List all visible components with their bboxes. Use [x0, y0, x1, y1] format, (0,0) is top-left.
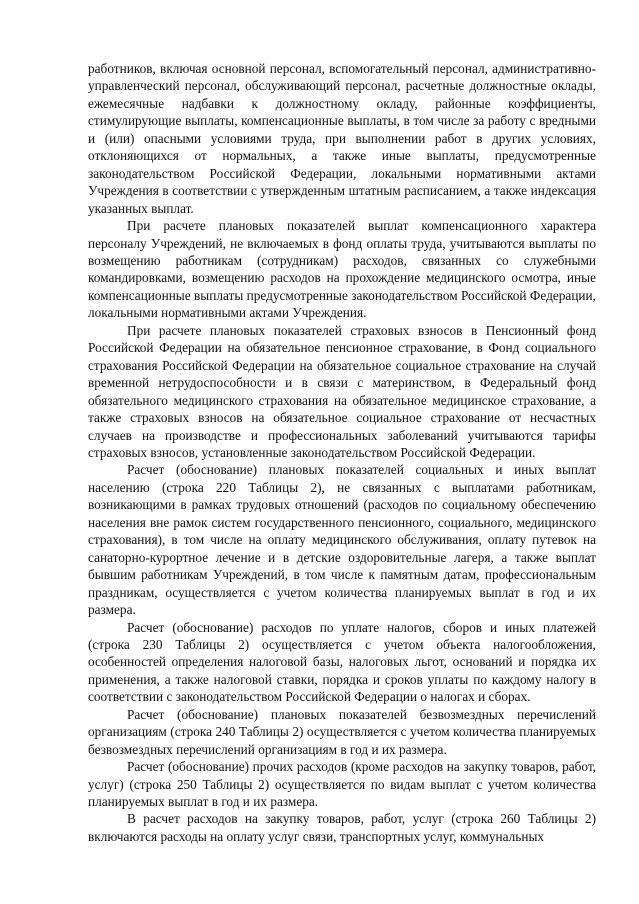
paragraph-other-expenses: Расчет (обоснование) прочих расходов (кроме расходов на закупку товаров, работ, услуг) (строка 250 Таблицы 2) осуществляется по видам выплат с учетом количества планируемых выплат в год и их размера. [88, 759, 596, 810]
document-body [88, 60, 596, 845]
paragraph-social-payments: Расчет (обоснование) плановых показателей социальных и иных выплат населению (строка 220 Таблицы 2), не связанных с выплатами работникам, возникающими в рамках трудовых отношений (расходов по социальному обеспечению населения вне рамок систем государственного пенсионного, социального, медицинского страхования), в том числе на оплату медицинского обслуживания, оплату путевок на санаторно-курортное лечение и в детские оздоровительные лагеря, а также выплат бывшим работникам Учреждений, в том числе к памятным датам, профессиональным праздникам, осуществляется с учетом количества планируемых выплат в год и их размера. [88, 462, 596, 618]
paragraph-procurement-expenses: В расчет расходов на закупку товаров, работ, услуг (строка 260 Таблицы 2) включаются расходы на оплату услуг связи, транспортных услуг, коммунальных [88, 811, 596, 844]
paragraph-taxes-fees: Расчет (обоснование) расходов по уплате налогов, сборов и иных платежей (строка 230 Таблицы 2) осуществляется с учетом объекта налогообложения, особенностей определения налоговой базы, налоговых льгот, оснований и порядка их применения, а также налоговой ставки, порядка и сроков уплаты по каждому налогу в соответствии с законодательством Российской Федерации о налогах и сборах. [88, 619, 596, 705]
paragraph-staff-payments: работников, включая основной персонал, вспомогательный персонал, административно-управленческий персонал, обслуживающий персонал, расчетные должностные оклады, ежемесячные надбавки к должностному окладу, районные коэффициенты, стимулирующие выплаты, компенсационные выплаты, в том числе за работу с вредными и (или) опасными условиями труда, при выполнении работ в других условиях, отклоняющихся от нормальных, а также иные выплаты, предусмотренные законодательством Российской Федерации, локальными нормативными актами Учреждения в соответствии с утвержденным штатным расписанием, а также индексация указанных выплат. [88, 61, 596, 216]
paragraph-gratuitous-transfers: Расчет (обоснование) плановых показателей безвозмездных перечислений организациям (строка 240 Таблицы 2) осуществляется с учетом количества планируемых безвозмездных перечислений организациям в год и их размера. [88, 706, 596, 757]
paragraph-compensation-payments: При расчете плановых показателей выплат компенсационного характера персоналу Учреждений, не включаемых в фонд оплаты труда, учитываются выплаты по возмещению работникам (сотрудникам) расходов, связанных со служебными командировками, возмещению расходов на прохождение медицинского осмотра, иные компенсационные выплаты предусмотренные законодательством Российской Федерации, локальными нормативными актами Учреждения. [88, 218, 596, 321]
paragraph-insurance-contributions: При расчете плановых показателей страховых взносов в Пенсионный фонд Российской Федерации на обязательное пенсионное страхование, в Фонд социального страхования Российской Федерации на обязательное социальное страхование на случай временной нетрудоспособности и в связи с материнством, в Федеральный фонд обязательного медицинского страхования на обязательное медицинское страхование, а также страховых взносов на обязательное социальное страхование от несчастных случаев на производстве и профессиональных заболеваний учитываются тарифы страховых взносов, установленные законодательством Российской Федерации. [88, 322, 596, 460]
